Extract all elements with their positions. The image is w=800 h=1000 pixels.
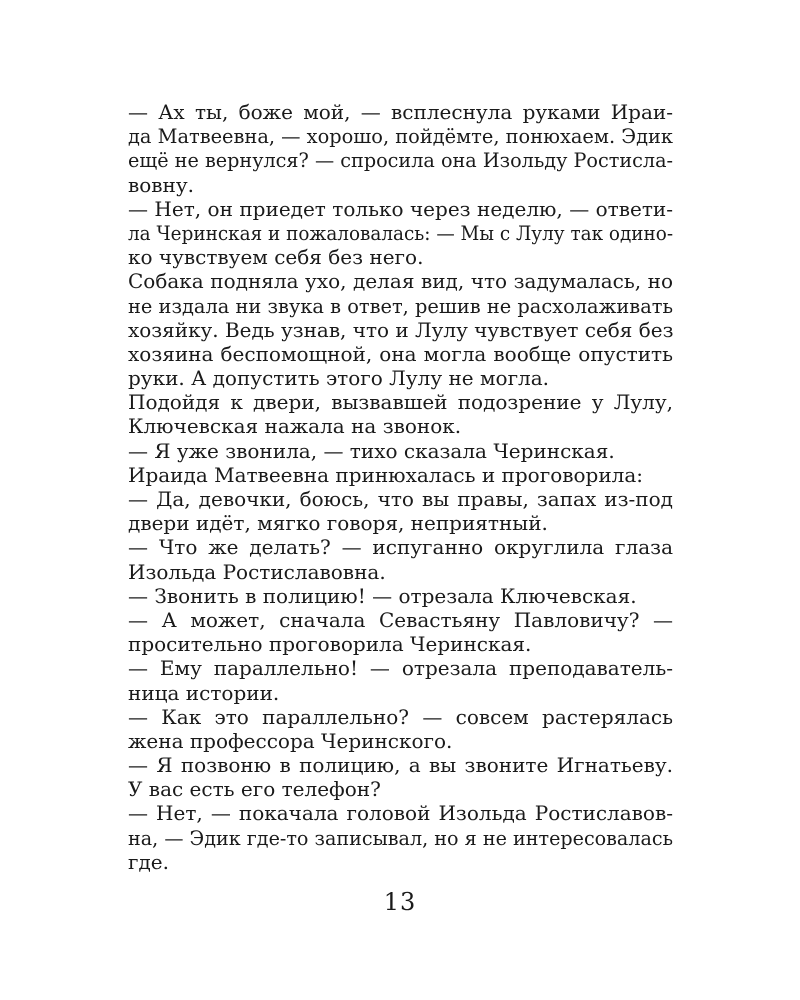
text-line: — Ах ты, боже мой, — всплеснула руками Ираи- xyxy=(128,100,673,124)
page-number: 13 xyxy=(383,888,417,916)
text-line: — Звонить в полицию! — отрезала Ключевская. xyxy=(128,583,637,608)
text-line: руки. А допустить этого Лулу не могла. xyxy=(128,366,550,391)
text-line: — Что же делать? — испуганно округлила глаза xyxy=(128,535,673,560)
text-line: — Нет, он приедет только через неделю, — ответи- xyxy=(128,196,673,221)
text-line: — Да, девочки, боюсь, что вы правы, запах из-под xyxy=(128,487,673,511)
text-line: жена профессора Черинского. xyxy=(128,728,453,753)
text-line: хозяйку. Ведь узнав, что и Лулу чувствует себя без xyxy=(128,317,674,342)
text-line: ла Черинская и пожаловалась: — Мы с Лулу так одино- xyxy=(128,220,674,245)
text-line: хозяина беспомощной, она могла вообще опустить xyxy=(128,341,673,366)
text-line: — А может, сначала Севастьяну Павловичу? — xyxy=(128,607,673,632)
text-line: — Нет, — покачала головой Изольда Ростиславов- xyxy=(128,801,673,826)
text-line: ница истории. xyxy=(128,680,280,705)
text-line: двери идёт, мягко говоря, неприятный. xyxy=(128,511,548,536)
text-line: ко чувствуем себя без него. xyxy=(128,245,424,270)
text-line: да Матвеевна, — хорошо, пойдёмте, понюхаем. Эдик xyxy=(128,124,673,149)
text-line: Подойдя к двери, вызвавшей подозрение у Лулу, xyxy=(128,390,673,415)
body-text xyxy=(128,100,673,874)
text-line: Изольда Ростиславовна. xyxy=(128,559,386,584)
text-line: где. xyxy=(128,849,169,874)
text-line: ещё не вернулся? — спросила она Изольду Ростисла- xyxy=(128,148,673,173)
text-line: не издала ни звука в ответ, решив не расхолаживать xyxy=(128,293,673,318)
text-line: Собака подняла ухо, делая вид, что задумалась, но xyxy=(128,269,673,294)
text-line: — Ему параллельно! — отрезала преподаватель- xyxy=(128,656,673,681)
text-line: — Как это параллельно? — совсем растерялась xyxy=(128,704,673,729)
text-line: — Я позвоню в полицию, а вы звоните Игнатьеву. xyxy=(128,753,673,778)
text-line: просительно проговорила Черинская. xyxy=(128,632,532,657)
text-line: — Я уже звонила, — тихо сказала Черинская. xyxy=(128,438,615,463)
text-line: Ираида Матвеевна принюхалась и проговорила: xyxy=(128,462,644,487)
text-line: Ключевская нажала на звонок. xyxy=(128,414,462,439)
text-line: вовну. xyxy=(128,172,195,197)
text-line: на, — Эдик где-то записывал, но я не интересовалась xyxy=(128,825,673,850)
text-line: У вас есть его телефон? xyxy=(128,777,381,802)
